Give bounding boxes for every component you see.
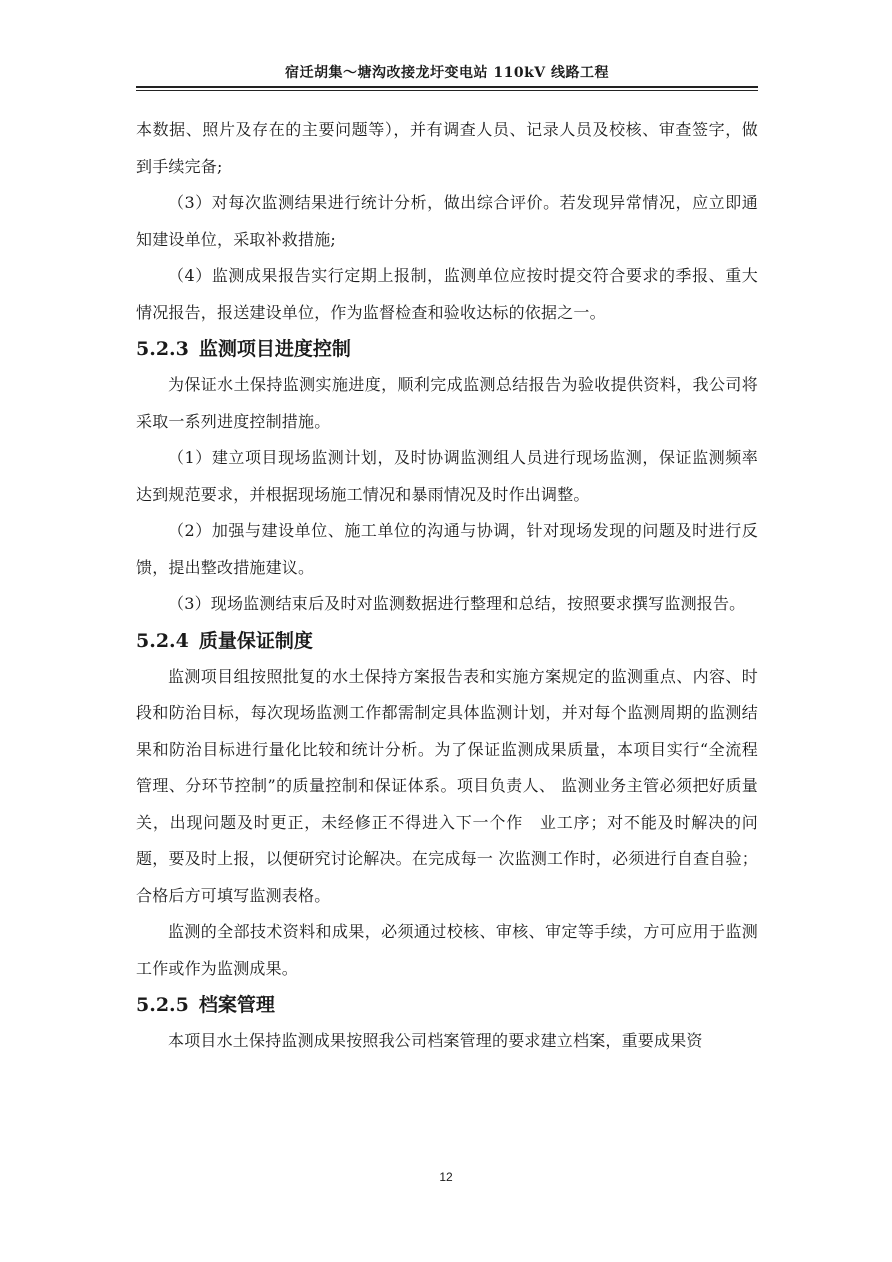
header-rule (136, 86, 758, 88)
section-number: 5.2.5 (136, 994, 189, 1016)
section-number: 5.2.3 (136, 338, 189, 360)
section-title: 质量保证制度 (198, 629, 313, 652)
page-number: 12 (439, 1170, 453, 1184)
section-number: 5.2.4 (136, 629, 189, 652)
section-heading-5-2-5 (136, 987, 758, 1023)
paragraph: 监测的全部技术资料和成果，必须通过校核、审核、审定等手续，方可应用于监测工作或作为监测成果。 (136, 922, 758, 978)
header-rule-secondary (136, 90, 758, 91)
paragraph: （3）现场监测结束后及时对监测数据进行整理和总结，按照要求撰写监测报告。 (168, 594, 746, 613)
paragraph: 监测项目组按照批复的水土保持方案报告表和实施方案规定的监测重点、内容、时段和防治目标，每次现场监测工作都需制定具体监测计划，并对每个监测周期的监测结果和防治目标进行量化比较和统计分析。为了保证监测成果质量，本项目实行“全流程管理、分环节控制”的质量控制和保证体系。项目负责人、 监测业务主管必须把好质量关，出现问题及时更正，未经修正不得进入下一个作 业工序；对不能及时解决的问题，要及时上报，以便研究讨论解决。在完成每一 次监测工作时，必须进行自查自验；合格后方可填写监测表格。 (136, 666, 758, 905)
section-title: 档案管理 (198, 994, 275, 1016)
section-title: 监测项目进度控制 (198, 338, 351, 360)
document-body (136, 112, 758, 1060)
paragraph: （3）对每次监测结果进行统计分析，做出综合评价。若发现异常情况，应立即通知建设单位，采取补救措施; (136, 193, 758, 249)
paragraph: （2）加强与建设单位、施工单位的沟通与协调，针对现场发现的问题及时进行反馈，提出整改措施建议。 (136, 521, 758, 577)
paragraph: （4）监测成果报告实行定期上报制，监测单位应按时提交符合要求的季报、重大情况报告，报送建设单位，作为监督检查和验收达标的依据之一。 (136, 266, 758, 322)
running-header-title: 宿迁胡集～塘沟改接龙圩变电站 110kV 线路工程 (284, 65, 610, 81)
paragraph: 为保证水土保持监测实施进度，顺利完成监测总结报告为验收提供资料，我公司将采取一系列进度控制措施。 (136, 375, 758, 431)
paragraph: 本项目水土保持监测成果按照我公司档案管理的要求建立档案，重要成果资 (168, 1031, 703, 1050)
section-heading-5-2-3 (136, 331, 758, 367)
section-heading-5-2-4 (136, 623, 758, 659)
paragraph: （1）建立项目现场监测计划，及时协调监测组人员进行现场监测，保证监测频率达到规范要求，并根据现场施工情况和暴雨情况及时作出调整。 (136, 448, 758, 504)
paragraph: 本数据、照片及存在的主要问题等），并有调查人员、记录人员及校核、审查签字，做到手续完备; (136, 120, 758, 176)
